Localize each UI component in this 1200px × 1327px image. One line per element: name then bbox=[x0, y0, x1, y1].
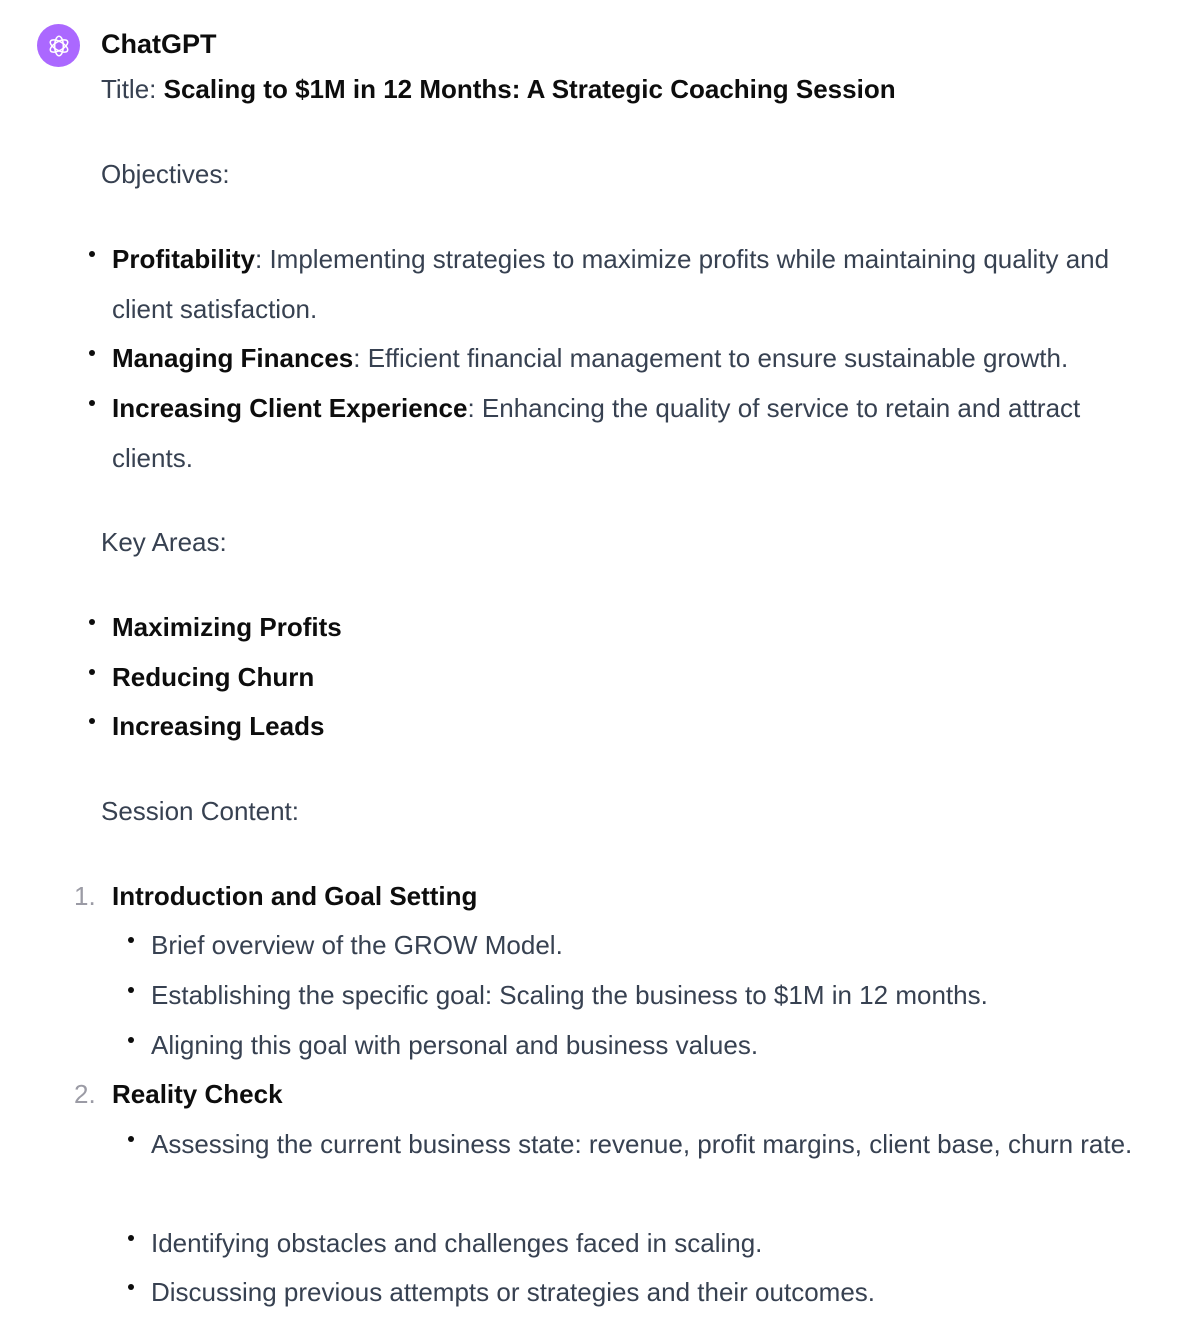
section-item: Identifying obstacles and challenges faced in scaling. bbox=[151, 1228, 763, 1258]
section-item: Brief overview of the GROW Model. bbox=[151, 930, 563, 960]
bullet-icon bbox=[89, 251, 95, 257]
objective-item bbox=[112, 384, 1162, 483]
bullet-icon bbox=[128, 937, 134, 943]
session-title bbox=[101, 65, 896, 115]
bullet-icon bbox=[128, 1235, 134, 1241]
section-item: Assessing the current business state: revenue, profit margins, client base, churn rate. bbox=[151, 1129, 1133, 1159]
section-item: Discussing previous attempts or strategies and their outcomes. bbox=[151, 1277, 876, 1307]
objective-text: : Enhancing the quality of service to retain and attract clients. bbox=[112, 393, 1081, 473]
objective-text: : Efficient financial management to ensure sustainable growth. bbox=[353, 343, 1069, 373]
key-area-label: Reducing Churn bbox=[112, 662, 315, 692]
objective-text: : Implementing strategies to maximize profits while maintaining quality and client satisfaction. bbox=[112, 244, 1110, 324]
list-number: 1. bbox=[74, 881, 96, 911]
section-title bbox=[112, 872, 1162, 922]
title-prefix: Title: bbox=[101, 74, 164, 104]
key-area-label: Increasing Leads bbox=[112, 711, 325, 741]
session-content-heading: Session Content: bbox=[101, 796, 300, 826]
bullet-icon bbox=[128, 1284, 134, 1290]
section-title-text: Introduction and Goal Setting bbox=[112, 881, 478, 911]
list-number: 2. bbox=[74, 1079, 96, 1109]
objective-item bbox=[112, 334, 1162, 384]
bullet-icon bbox=[89, 718, 95, 724]
author-name: ChatGPT bbox=[101, 29, 217, 59]
section-item: Aligning this goal with personal and business values. bbox=[151, 1030, 759, 1060]
bullet-icon bbox=[128, 1136, 134, 1142]
section-item: Establishing the specific goal: Scaling the business to $1M in 12 months. bbox=[151, 980, 988, 1010]
key-area-item bbox=[112, 653, 1162, 703]
bullet-icon bbox=[128, 987, 134, 993]
bullet-icon bbox=[89, 669, 95, 675]
bullet-icon bbox=[89, 350, 95, 356]
bullet-icon bbox=[128, 1037, 134, 1043]
key-areas-heading: Key Areas: bbox=[101, 527, 227, 557]
openai-logo-icon bbox=[46, 33, 72, 59]
objective-label: Increasing Client Experience bbox=[112, 393, 468, 423]
key-area-item bbox=[112, 702, 1162, 752]
section-title bbox=[112, 1070, 1162, 1120]
objective-label: Profitability bbox=[112, 244, 256, 274]
key-area-label: Maximizing Profits bbox=[112, 612, 342, 642]
objectives-heading: Objectives: bbox=[101, 159, 230, 189]
section-title-text: Reality Check bbox=[112, 1079, 283, 1109]
bullet-icon bbox=[89, 619, 95, 625]
objective-label: Managing Finances bbox=[112, 343, 354, 373]
title-text: Scaling to $1M in 12 Months: A Strategic Coaching Session bbox=[163, 74, 896, 104]
key-area-item bbox=[112, 603, 1162, 653]
objective-item bbox=[112, 235, 1162, 334]
bullet-icon bbox=[89, 400, 95, 406]
chatgpt-avatar bbox=[37, 24, 80, 67]
